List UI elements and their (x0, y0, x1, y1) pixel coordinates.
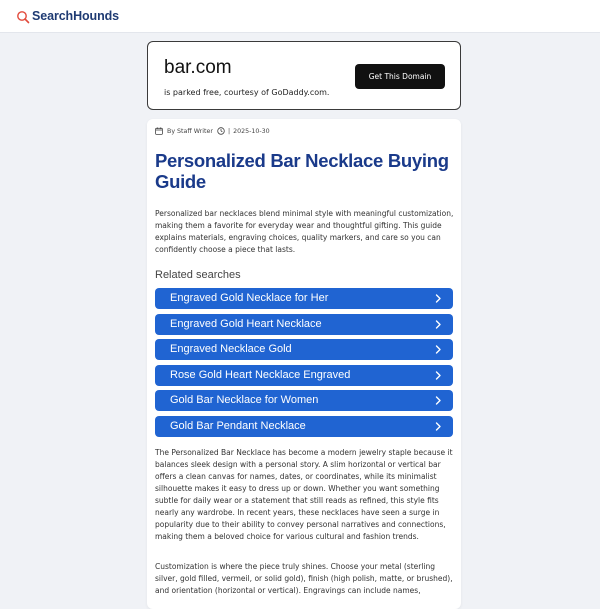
article-meta (155, 127, 270, 135)
calendar-icon (155, 127, 163, 135)
author: By Staff Writer (167, 127, 213, 135)
related-search-label: Engraved Gold Heart Necklace (170, 317, 322, 330)
article-paragraph: Customization is where the piece truly shines. Choose your metal (sterling silver, gold filled, vermeil, or solid gold), finish (high polish, matte, or brushed), and orientation (horizontal or vertical). Engravings can include names, (155, 562, 453, 595)
search-icon (16, 10, 30, 24)
related-searches-list (155, 288, 453, 441)
chevron-right-icon (434, 422, 442, 431)
article-title: Personalized Bar Necklace Buying Guide (155, 150, 449, 192)
related-search-item[interactable] (155, 390, 453, 411)
related-search-label: Engraved Gold Necklace for Her (170, 292, 329, 304)
chevron-right-icon (434, 294, 442, 303)
related-searches-heading: Related searches (155, 269, 241, 281)
parked-note: is parked free, courtesy of GoDaddy.com. (164, 88, 330, 97)
article-paragraph: The Personalized Bar Necklace has become a modern jewelry staple because it balances sleek design with a personal story. A slim horizontal or vertical bar offers a clean canvas for names, dates, or coordinates, while its minimalist silhouette makes it easy to dress up or down. Whether you want something subtle for daily wear or a statement that still reads as refined, this style fits nearly any wardrobe. In recent years, these necklaces have seen a surge in popularity due to their ability to convey personal narratives and connections, making them a beloved choice for various cultural and fashion trends. (155, 448, 453, 541)
related-search-label: Engraved Necklace Gold (170, 343, 292, 355)
related-search-item[interactable] (155, 339, 453, 360)
parked-domain-card (147, 41, 461, 110)
meta-separator: | (227, 127, 231, 135)
related-search-label: Gold Bar Pendant Necklace (170, 419, 306, 432)
chevron-right-icon (434, 345, 442, 354)
chevron-right-icon (434, 396, 442, 405)
chevron-right-icon (434, 371, 442, 380)
related-search-label: Gold Bar Necklace for Women (170, 394, 319, 406)
related-search-item[interactable] (155, 416, 453, 437)
clock-icon (217, 127, 225, 135)
brand-logo[interactable] (16, 8, 119, 24)
brand-name: SearchHounds (32, 9, 120, 23)
chevron-right-icon (434, 320, 442, 329)
related-search-item[interactable] (155, 288, 453, 309)
related-search-item[interactable] (155, 365, 453, 386)
get-domain-button[interactable]: Get This Domain (355, 64, 445, 89)
related-search-label: Rose Gold Heart Necklace Engraved (170, 368, 351, 381)
top-bar (0, 0, 600, 33)
article-card (147, 119, 461, 609)
article-intro: Personalized bar necklaces blend minimal style with meaningful customization, making them a favorite for everyday wear and thoughtful gifting. This guide explains materials, engraving choices, quality markers, and care so you can confidently choose a piece that lasts. (155, 209, 454, 254)
related-search-item[interactable] (155, 314, 453, 335)
domain-name: bar.com (164, 57, 232, 78)
publish-date: 2025-10-30 (233, 127, 270, 135)
